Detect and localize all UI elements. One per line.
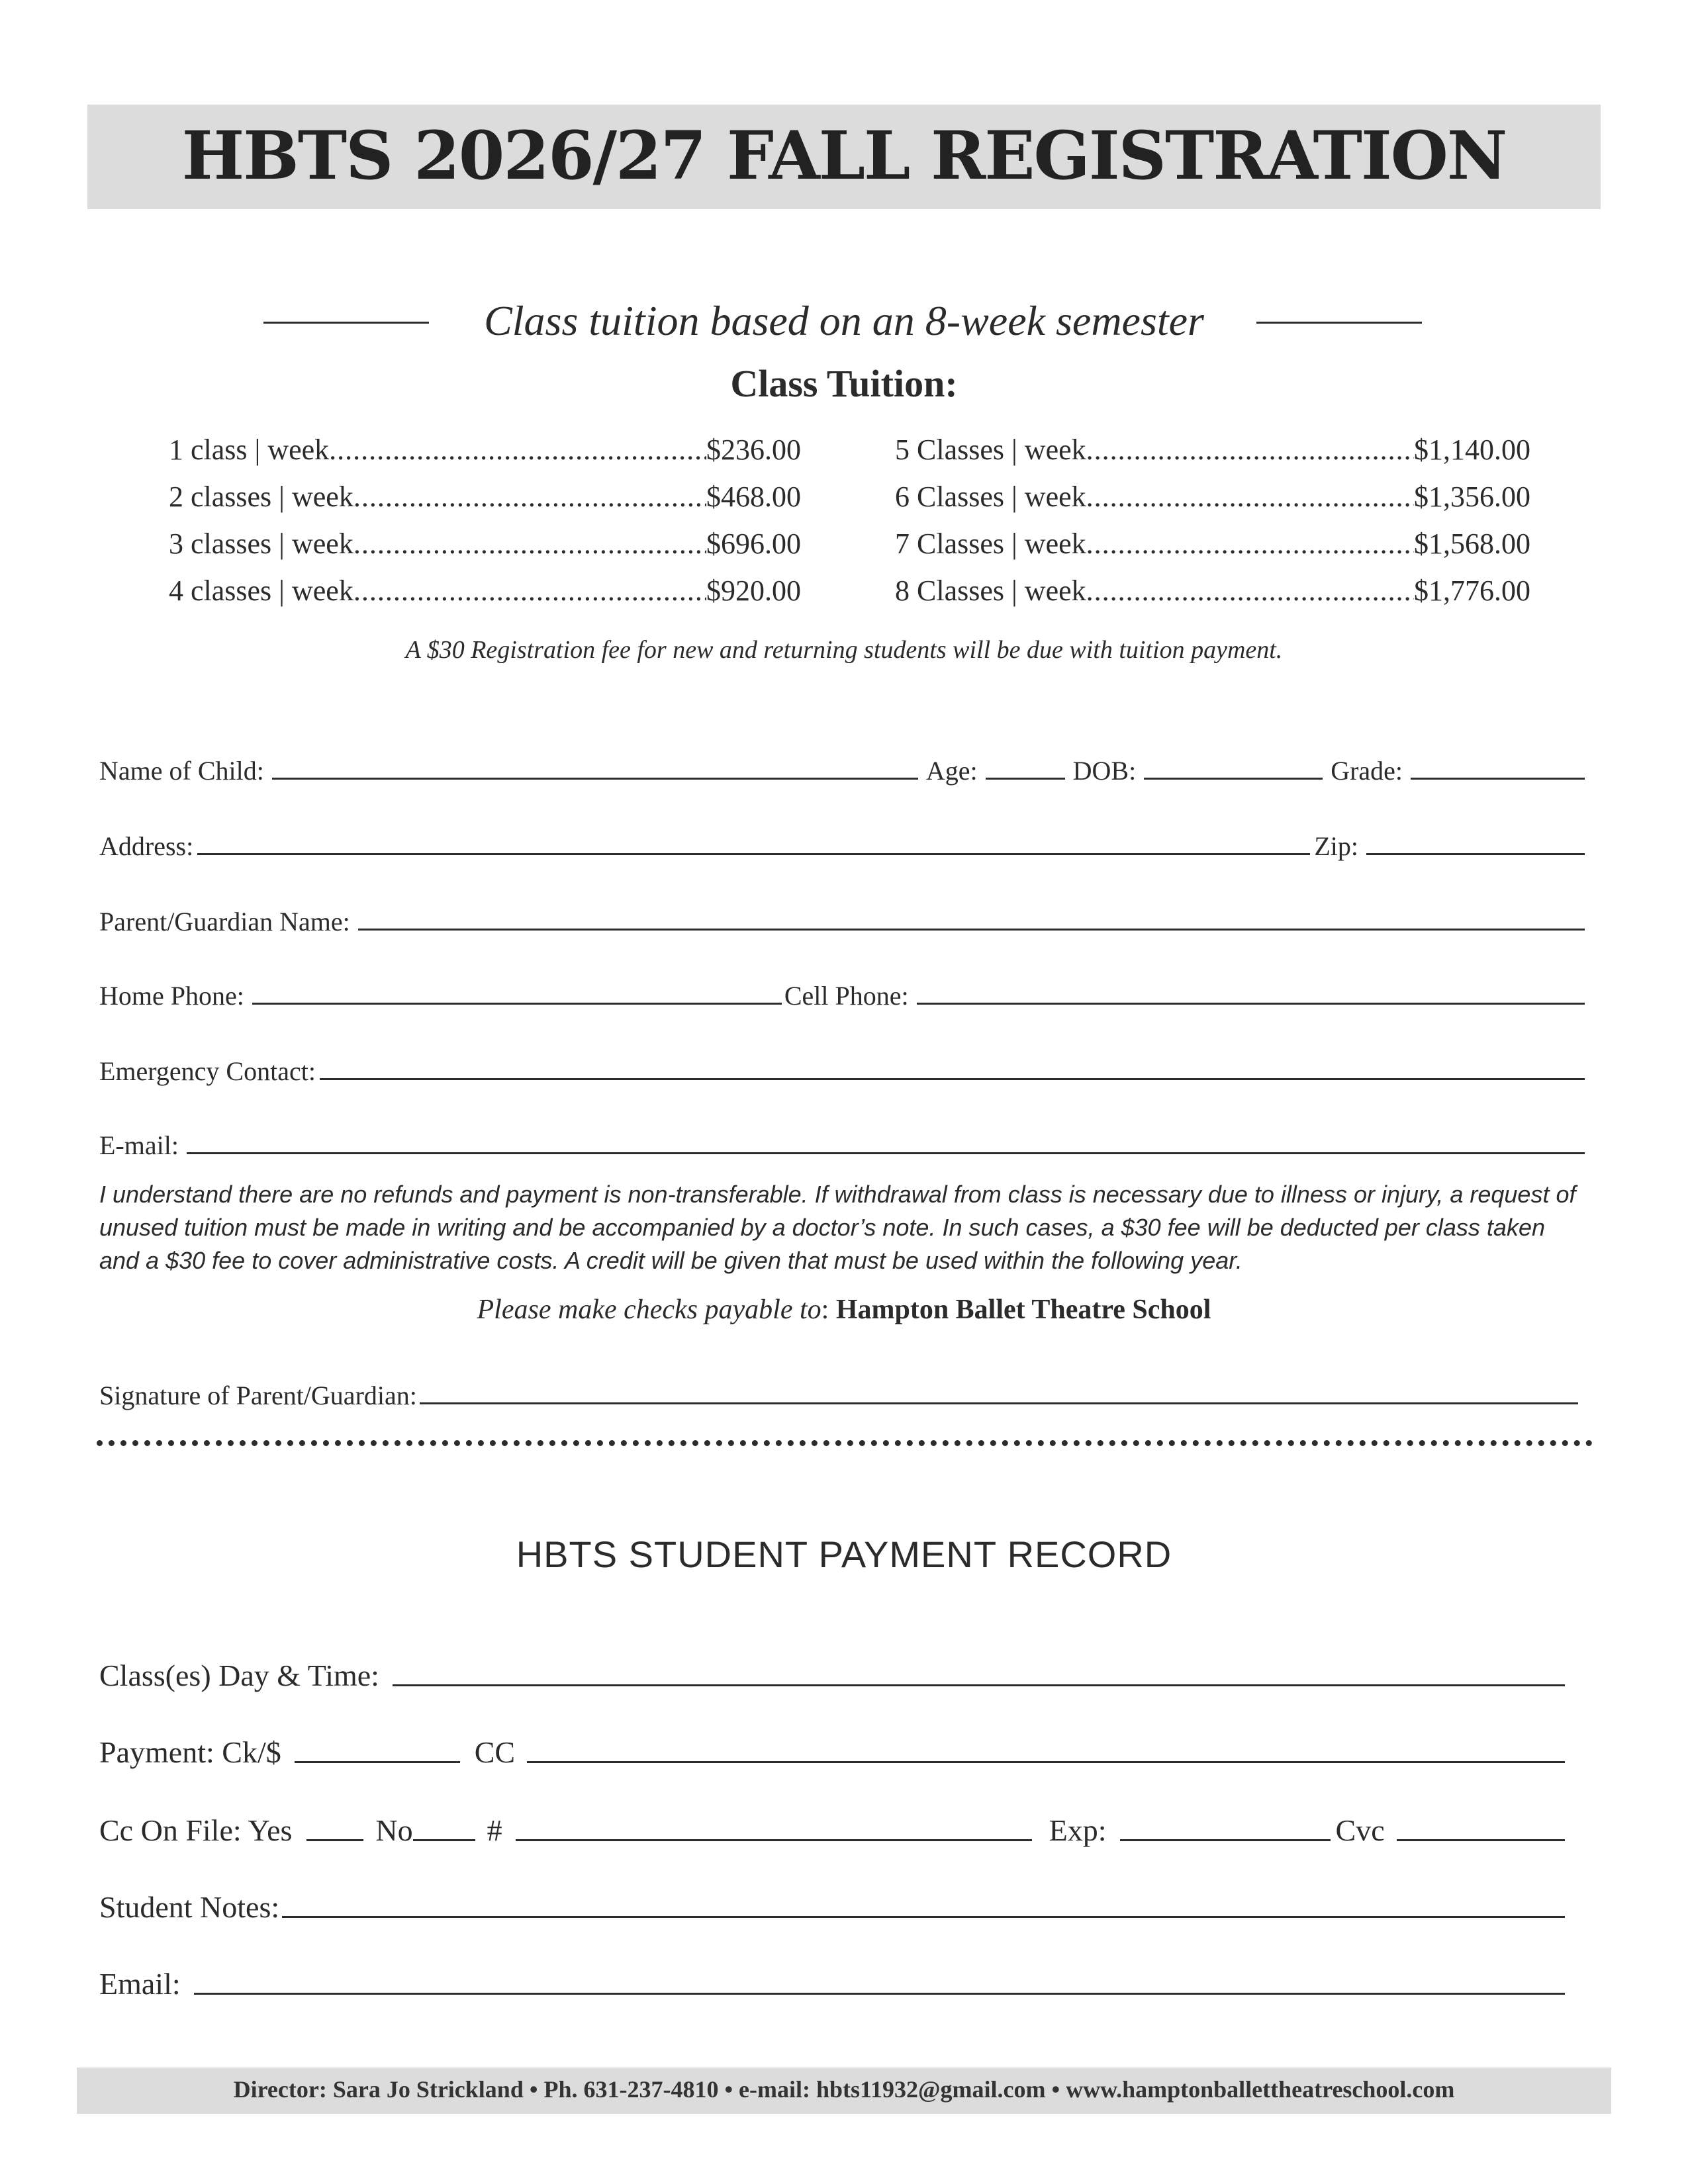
tuition-row — [895, 473, 1530, 520]
checks-payable-prefix: Please make checks payable to — [477, 1295, 821, 1325]
cc-on-file-row — [99, 1804, 1565, 1848]
class-day-time-label: Class(es) Day & Time: — [99, 1659, 379, 1692]
signature-label: Signature of Parent/Guardian: — [99, 1381, 417, 1410]
tuition-row — [169, 426, 801, 473]
payment-check-field[interactable] — [295, 1729, 460, 1763]
tuition-label: 3 classes | week — [169, 527, 353, 560]
card-cvc-label: Cvc — [1335, 1813, 1385, 1847]
emergency-contact-field[interactable] — [320, 1049, 1585, 1080]
tuition-price: $468.00 — [706, 480, 801, 513]
class-day-time-row — [99, 1649, 1565, 1693]
email-label: E-mail: — [99, 1130, 179, 1160]
parent-row — [99, 897, 1585, 937]
tuition-row — [169, 473, 801, 520]
card-number-field[interactable] — [516, 1807, 1032, 1841]
tuition-label: 5 Classes | week — [895, 433, 1086, 466]
signature-row — [99, 1371, 1578, 1411]
tuition-label: 8 Classes | week — [895, 574, 1086, 607]
tuition-price: $920.00 — [706, 574, 801, 607]
emergency-row — [99, 1047, 1585, 1087]
cc-on-file-yes-label: Cc On File: Yes — [99, 1813, 293, 1847]
tuition-label: 1 class | week — [169, 433, 330, 466]
footer-banner — [77, 2068, 1611, 2114]
cc-on-file-yes-field[interactable] — [306, 1807, 363, 1841]
tuition-list-left — [169, 426, 801, 614]
tuition-label: 6 Classes | week — [895, 480, 1086, 513]
student-notes-field[interactable] — [282, 1884, 1565, 1918]
tuition-row — [895, 426, 1530, 473]
cell-phone-label: Cell Phone: — [784, 981, 909, 1011]
phone-row — [99, 972, 1585, 1011]
payment-email-row — [99, 1958, 1565, 2001]
tuition-row — [895, 520, 1530, 567]
checks-payee: Hampton Ballet Theatre School — [835, 1295, 1211, 1325]
tuition-label: 4 classes | week — [169, 574, 353, 607]
parent-guardian-field[interactable] — [358, 899, 1585, 931]
cell-phone-field[interactable] — [917, 974, 1585, 1005]
child-info-row — [99, 747, 1585, 786]
home-phone-label: Home Phone: — [99, 981, 244, 1011]
tuition-row — [895, 567, 1530, 614]
tuition-row — [169, 520, 801, 567]
payment-email-label: Email: — [99, 1967, 181, 2001]
grade-field[interactable] — [1411, 749, 1585, 780]
card-exp-field[interactable] — [1120, 1807, 1331, 1841]
age-label: Age: — [925, 756, 978, 786]
title-banner — [87, 105, 1601, 209]
payment-record-title: HBTS STUDENT PAYMENT RECORD — [516, 1533, 1172, 1575]
payment-cc-label: CC — [474, 1735, 516, 1769]
tuition-heading: Class Tuition: — [730, 362, 958, 405]
subtitle-rule-right — [1256, 322, 1422, 324]
refund-disclaimer: I understand there are no refunds and payment is non-transferable. If withdrawal from class is necessary due to illness or injury, a request of unused tuition must be made in writing and be accompanied by a doctor’s note. In such cases, a $30 fee will be deducted per class taken and a $30 fee to cover administrative costs. A credit will be given that must be used within the following year. — [99, 1181, 1576, 1274]
address-field[interactable] — [197, 824, 1310, 855]
class-day-time-field[interactable] — [393, 1653, 1565, 1686]
payment-cc-field[interactable] — [527, 1729, 1565, 1763]
student-notes-label: Student Notes: — [99, 1890, 280, 1924]
tuition-price: $1,356.00 — [1414, 480, 1530, 513]
name-of-child-field[interactable] — [272, 749, 918, 780]
tuition-price: $1,140.00 — [1414, 433, 1530, 466]
payment-check-label: Payment: Ck/$ — [99, 1735, 281, 1769]
registration-fee-note: A $30 Registration fee for new and returning students will be due with tuition payment. — [405, 636, 1283, 664]
card-exp-label: Exp: — [1049, 1813, 1107, 1847]
tuition-price: $236.00 — [706, 433, 801, 466]
cc-on-file-no-label: No — [375, 1813, 413, 1847]
card-cvc-field[interactable] — [1397, 1807, 1565, 1841]
tuition-label: 2 classes | week — [169, 480, 353, 513]
director-contact-info: Director: Sara Jo Strickland • Ph. 631-237-4810 • e-mail: hbts11932@gmail.com • www.hamptonballettheatreschool.com — [233, 2076, 1455, 2103]
dob-field[interactable] — [1144, 749, 1323, 780]
tuition-price: $1,568.00 — [1414, 527, 1530, 560]
signature-field[interactable] — [420, 1373, 1578, 1404]
email-row — [99, 1121, 1585, 1161]
address-row — [99, 822, 1585, 862]
dob-label: DOB: — [1072, 756, 1137, 786]
student-notes-row — [99, 1881, 1565, 1925]
checks-payable-colon: : — [821, 1295, 836, 1325]
name-of-child-label: Name of Child: — [99, 756, 264, 786]
cc-on-file-no-field[interactable] — [413, 1807, 475, 1841]
home-phone-field[interactable] — [252, 974, 782, 1005]
address-label: Address: — [99, 831, 194, 861]
emergency-contact-label: Emergency Contact: — [99, 1056, 316, 1086]
payment-row — [99, 1726, 1565, 1770]
zip-label: Zip: — [1314, 831, 1358, 861]
age-field[interactable] — [986, 749, 1065, 780]
tuition-price: $696.00 — [706, 527, 801, 560]
email-field[interactable] — [187, 1123, 1585, 1154]
grade-label: Grade: — [1331, 756, 1403, 786]
zip-field[interactable] — [1366, 824, 1585, 855]
cut-line-divider — [97, 1440, 1593, 1446]
subtitle: Class tuition based on an 8-week semester — [484, 297, 1204, 344]
tuition-list-right — [895, 426, 1530, 614]
page-title: HBTS 2026/27 FALL REGISTRATION — [181, 116, 1507, 195]
tuition-price: $1,776.00 — [1414, 574, 1530, 607]
tuition-label: 7 Classes | week — [895, 527, 1086, 560]
card-number-label: # — [487, 1813, 502, 1847]
parent-guardian-label: Parent/Guardian Name: — [99, 907, 350, 936]
payment-email-field[interactable] — [194, 1961, 1565, 1995]
tuition-row — [169, 567, 801, 614]
checks-payable-line — [0, 1294, 1688, 1326]
